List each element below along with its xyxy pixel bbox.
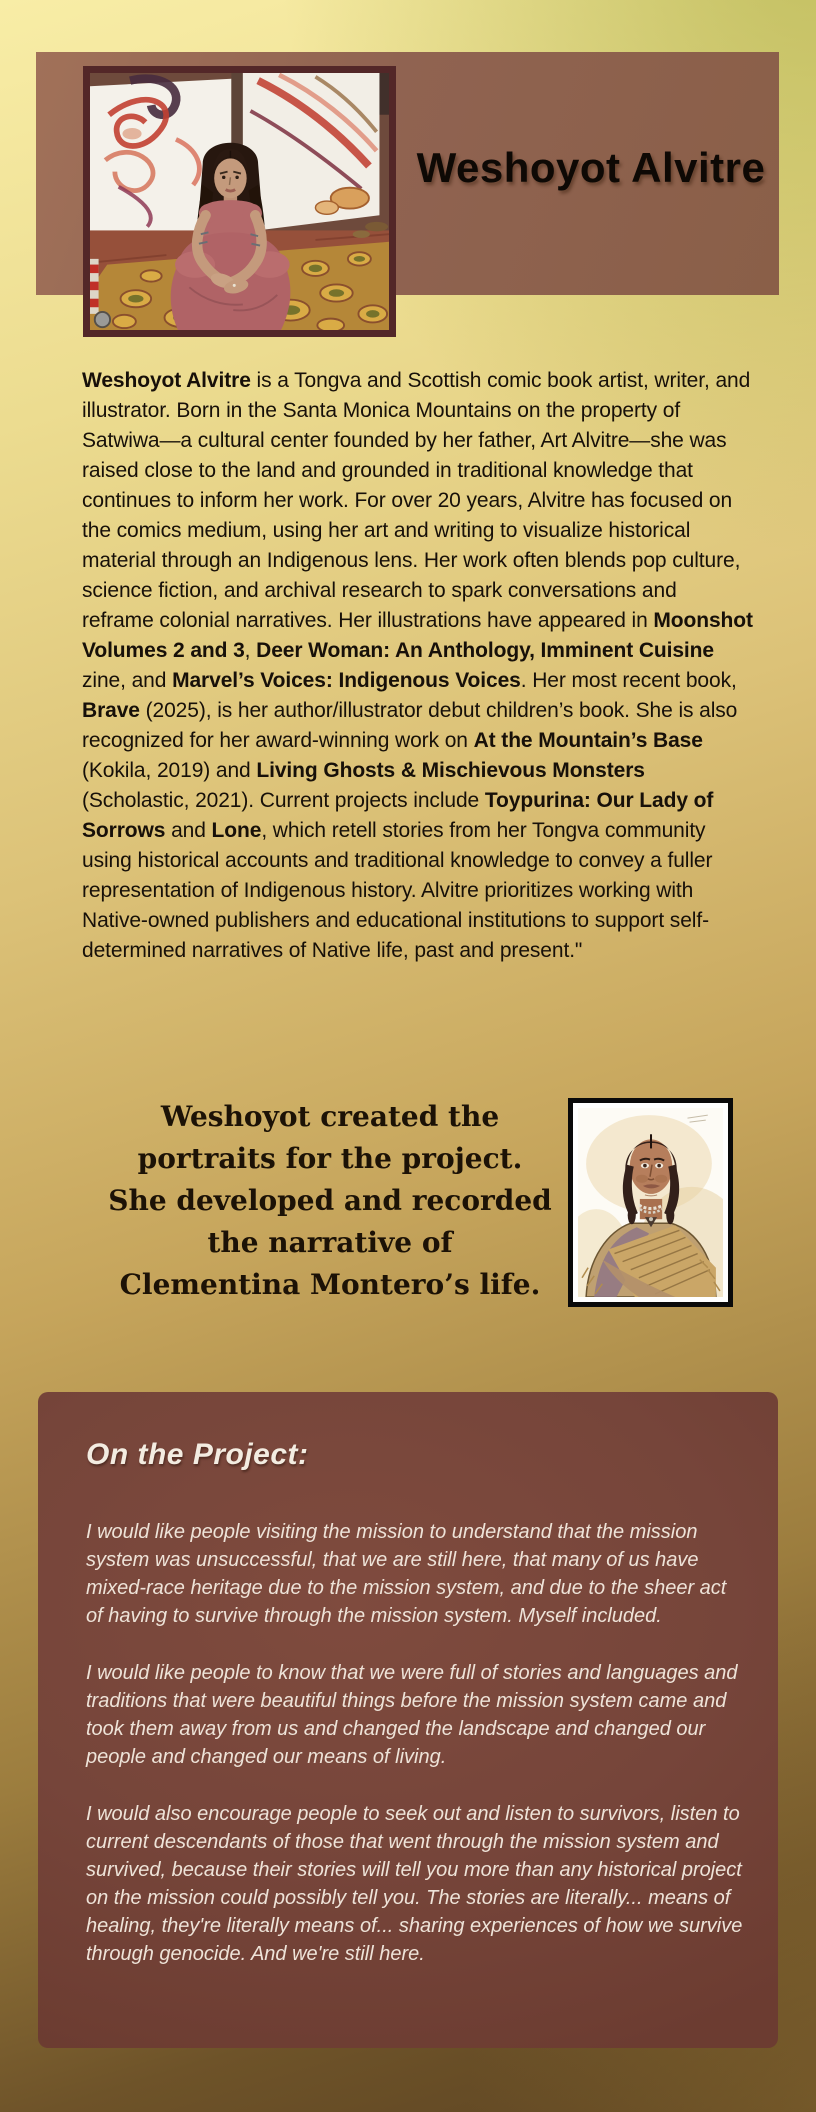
- right-canvas-painting: [243, 73, 380, 232]
- project-heading: On the Project:: [86, 1438, 309, 1471]
- caption-line: She developed and recorded: [108, 1184, 552, 1217]
- clementina-portrait: [578, 1108, 723, 1297]
- page-title: Weshoyot Alvitre: [416, 144, 766, 191]
- project-quote-paragraph: I would like people visiting the mission to understand that the mission system was unsuccessful, that we are still here, that many of us have mixed-race heritage due to the mission system, and due to the sheer act of having to survive through the mission system. Myself included.: [86, 1521, 727, 1627]
- artist-photo: [90, 73, 389, 330]
- caption-line: Clementina Montero’s life.: [119, 1268, 541, 1301]
- caption-text: [104, 1096, 556, 1306]
- project-card: [38, 1392, 778, 2048]
- bio-paragraph: Weshoyot Alvitre is a Tongva and Scottish comic book artist, writer, and illustrator. Born in the Santa Monica Mountains on the property of Satwiwa—a cultural center founded by her father, Art Alvitre—she was raised close to the land and grounded in traditional knowledge that continues to inform her work. For over 20 years, Alvitre has focused on the comics medium, using her art and writing to visualize historical material through an Indigenous lens. Her work often blends pop culture, science fiction, and archival research to spark conversations and reframe colonial narratives. Her illustrations have appeared in Moonshot Volumes 2 and 3, Deer Woman: An Anthology, Imminent Cuisine zine, and Marvel’s Voices: Indigenous Voices. Her most recent book, Brave (2025), is her author/illustrator debut children’s book. She is also recognized for her award-winning work on At the Mountain’s Base (Kokila, 2019) and Living Ghosts & Mischievous Monsters (Scholastic, 2021). Current projects include Toypurina: Our Lady of Sorrows and Lone, which retell stories from her Tongva community using historical accounts and traditional knowledge to convey a fuller representation of Indigenous history. Alvitre prioritizes working with Native-owned publishers and educational institutions to support self-determined narratives of Native life, past and present.": [82, 369, 753, 962]
- caption-line: the narrative of: [207, 1226, 453, 1259]
- project-quote-paragraph: I would like people to know that we were full of stories and languages and traditions that were beautiful things before the mission system came and took them away from us and changed the landscape and changed our people and changed our means of living.: [86, 1662, 738, 1768]
- caption-line: portraits for the project.: [137, 1142, 523, 1175]
- artist-photo-frame: [83, 66, 396, 337]
- caption-line: Weshoyot created the: [160, 1100, 500, 1133]
- portrait-frame: [568, 1098, 733, 1307]
- project-quote-paragraph: I would also encourage people to seek out and listen to survivors, listen to current descendants of those that went through the mission system and survived, because their stories will tell you more than any historical project on the mission could possibly tell you. The stories are literally... means of healing, they're literally means of... sharing experiences of how we survive through genocide. And we're still here.: [86, 1803, 743, 1965]
